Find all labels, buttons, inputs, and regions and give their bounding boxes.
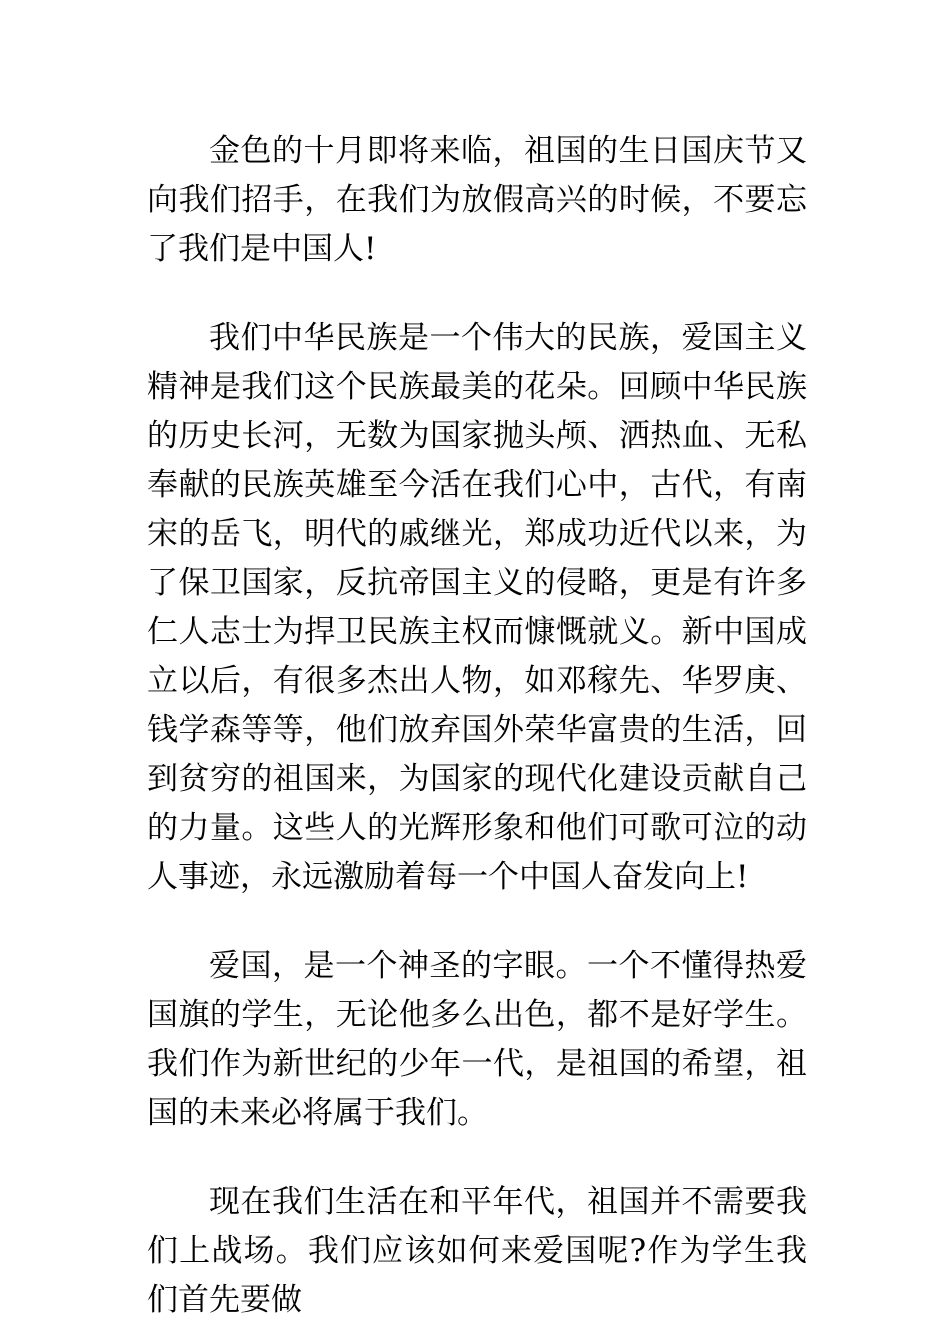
paragraph-3: 爱国，是一个神圣的字眼。一个不懂得热爱国旗的学生，无论他多么出色，都不是好学生。我们作为新世纪的少年一代，是祖国的希望，祖国的未来必将属于我们。	[147, 948, 807, 1131]
paragraph-4: 现在我们生活在和平年代，祖国并不需要我们上战场。我们应该如何来爱国呢?作为学生我们首先要做	[147, 1184, 807, 1318]
document-body	[147, 127, 807, 1325]
paragraph-2: 我们中华民族是一个伟大的民族，爱国主义精神是我们这个民族最美的花朵。回顾中华民族的历史长河，无数为国家抛头颅、洒热血、无私奉献的民族英雄至今活在我们心中，古代，有南宋的岳飞，明代的戚继光，郑成功近代以来，为了保卫国家，反抗帝国主义的侵略，更是有许多仁人志士为捍卫民族主权而慷慨就义。新中国成立以后，有很多杰出人物，如邓稼先、华罗庚、钱学森等等，他们放弃国外荣华富贵的生活，回到贫穷的祖国来，为国家的现代化建设贡献自己的力量。这些人的光辉形象和他们可歌可泣的动人事迹，永远激励着每一个中国人奋发向上!	[147, 320, 807, 895]
paragraph-1: 金色的十月即将来临，祖国的生日国庆节又向我们招手，在我们为放假高兴的时候，不要忘了我们是中国人!	[147, 133, 807, 267]
